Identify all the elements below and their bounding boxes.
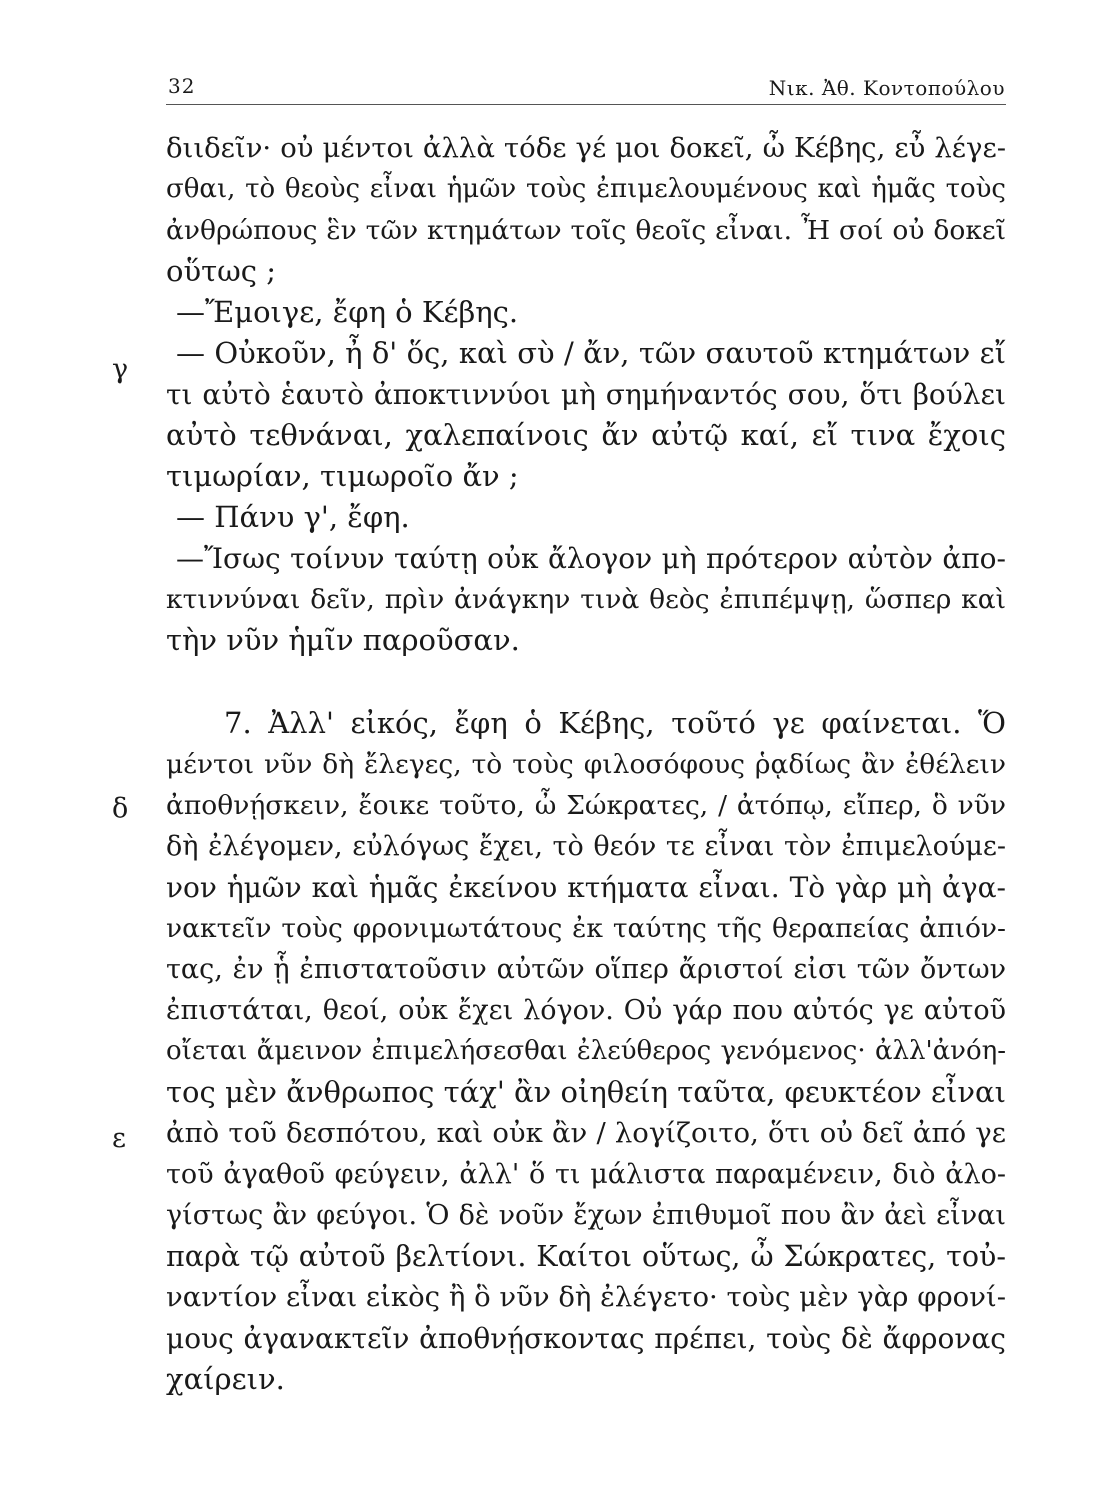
text-line: τας, ἐν ᾗ ἐπιστατοῦσιν αὐτῶν οἵπερ ἄριστοί εἰσι τῶν ὄντων bbox=[166, 954, 1006, 985]
running-header: Νικ. Ἀθ. Κοντοπούλου bbox=[768, 76, 1005, 100]
text-line: ἐπιστάται, θεοί, οὐκ ἔχει λόγον. Οὐ γάρ που αὐτός γε αὐτοῦ bbox=[166, 995, 1006, 1026]
text-line: παρὰ τῷ αὐτοῦ βελτίονι. Καίτοι οὕτως, ὦ Σώκρατες, τοὐ- bbox=[166, 1240, 1006, 1273]
text-line: νον ἡμῶν καὶ ἡμᾶς ἐκείνου κτήματα εἶναι. Τὸ γὰρ μὴ ἀγα- bbox=[166, 871, 1006, 904]
text-line: αὐτὸ τεθνάναι, χαλεπαίνοις ἄν αὐτῷ καί, εἴ τινα ἔχοις bbox=[166, 418, 1006, 452]
text-line: 7. Ἀλλ' εἰκός, ἔφη ὁ Κέβης, τοῦτό γε φαίνεται. Ὅ bbox=[224, 706, 1006, 740]
text-line: νακτεῖν τοὺς φρονιμωτάτους ἐκ ταύτης τῆς θεραπείας ἀπιόν- bbox=[166, 913, 1006, 944]
text-line: τὴν νῦν ἡμῖν παροῦσαν. bbox=[166, 623, 520, 657]
page-number: 32 bbox=[168, 74, 196, 98]
text-line: — Οὐκοῦν, ἦ δ' ὅς, καὶ σὺ / ἄν, τῶν σαυτοῦ κτημάτων εἴ bbox=[176, 336, 1006, 370]
text-line: σθαι, τὸ θεοὺς εἶναι ἡμῶν τοὺς ἐπιμελουμένους καὶ ἡμᾶς τοὺς bbox=[166, 174, 1006, 204]
text-line: μέντοι νῦν δὴ ἔλεγες, τὸ τοὺς φιλοσόφους ῥᾳδίως ἂν ἐθέλειν bbox=[166, 749, 1006, 780]
margin-marker-epsilon: ε bbox=[112, 1123, 126, 1154]
text-line: ἀποθνῄσκειν, ἔοικε τοῦτο, ὦ Σώκρατες, / ἀτόπῳ, εἴπερ, ὃ νῦν bbox=[166, 790, 1006, 821]
text-line: τος μὲν ἄνθρωπος τάχ' ἂν οἰηθείη ταῦτα, φευκτέον εἶναι bbox=[166, 1075, 1006, 1109]
text-line: ἀπὸ τοῦ δεσπότου, καὶ οὐκ ἂν / λογίζοιτο, ὅτι οὐ δεῖ ἀπό γε bbox=[166, 1117, 1006, 1149]
margin-marker-gamma: γ bbox=[112, 354, 129, 385]
text-line: τοῦ ἀγαθοῦ φεύγειν, ἀλλ' ὅ τι μάλιστα παραμένειν, διὸ ἀλο- bbox=[166, 1159, 1006, 1190]
text-line: χαίρειν. bbox=[166, 1362, 285, 1396]
text-line: οὕτως ; bbox=[166, 254, 277, 288]
text-line: —Ἔμοιγε, ἔφη ὁ Κέβης. bbox=[176, 295, 519, 329]
passage-2 bbox=[166, 703, 1006, 1400]
text-line: γίστως ἂν φεύγοι. Ὁ δὲ νοῦν ἔχων ἐπιθυμοῖ που ἂν ἀεὶ εἶναι bbox=[166, 1200, 1006, 1231]
text-line: μους ἀγανακτεῖν ἀποθνῄσκοντας πρέπει, τοὺς δὲ ἄφρονας bbox=[166, 1322, 1006, 1355]
text-line: —Ἴσως τοίνυν ταύτῃ οὐκ ἄλογον μὴ πρότερον αὐτὸν ἀπο- bbox=[176, 542, 1006, 575]
text-line: κτιννύναι δεῖν, πρὶν ἀνάγκην τινὰ θεὸς ἐπιπέμψῃ, ὥσπερ καὶ bbox=[166, 584, 1006, 615]
text-line: διιδεῖν· οὐ μέντοι ἀλλὰ τόδε γέ μοι δοκεῖ, ὦ Κέβης, εὖ λέγε- bbox=[166, 132, 1006, 164]
margin-marker-delta: δ bbox=[112, 793, 129, 824]
header-rule bbox=[166, 104, 1006, 105]
text-line: τι αὐτὸ ἑαυτὸ ἀποκτιννύοι μὴ σημήναντός σου, ὅτι βούλει bbox=[166, 378, 1006, 411]
passage-1 bbox=[166, 128, 1006, 661]
text-line: τιμωρίαν, τιμωροῖο ἄν ; bbox=[166, 459, 519, 493]
text-line: δὴ ἐλέγομεν, εὐλόγως ἔχει, τὸ θεόν τε εἶναι τὸν ἐπιμελούμε- bbox=[166, 831, 1006, 862]
text-line: ἀνθρώπους ἓν τῶν κτημάτων τοῖς θεοῖς εἶναι. Ἦ σοί οὐ δοκεῖ bbox=[166, 215, 1006, 246]
text-line: οἴεται ἄμεινον ἐπιμελήσεσθαι ἐλεύθερος γενόμενος· ἀλλ'ἀνόη- bbox=[166, 1036, 1006, 1066]
text-line: ναντίον εἶναι εἰκὸς ἢ ὃ νῦν δὴ ἐλέγετο· τοὺς μὲν γὰρ φρονί- bbox=[166, 1281, 1006, 1313]
text-line: — Πάνυ γ', ἔφη. bbox=[176, 500, 410, 534]
